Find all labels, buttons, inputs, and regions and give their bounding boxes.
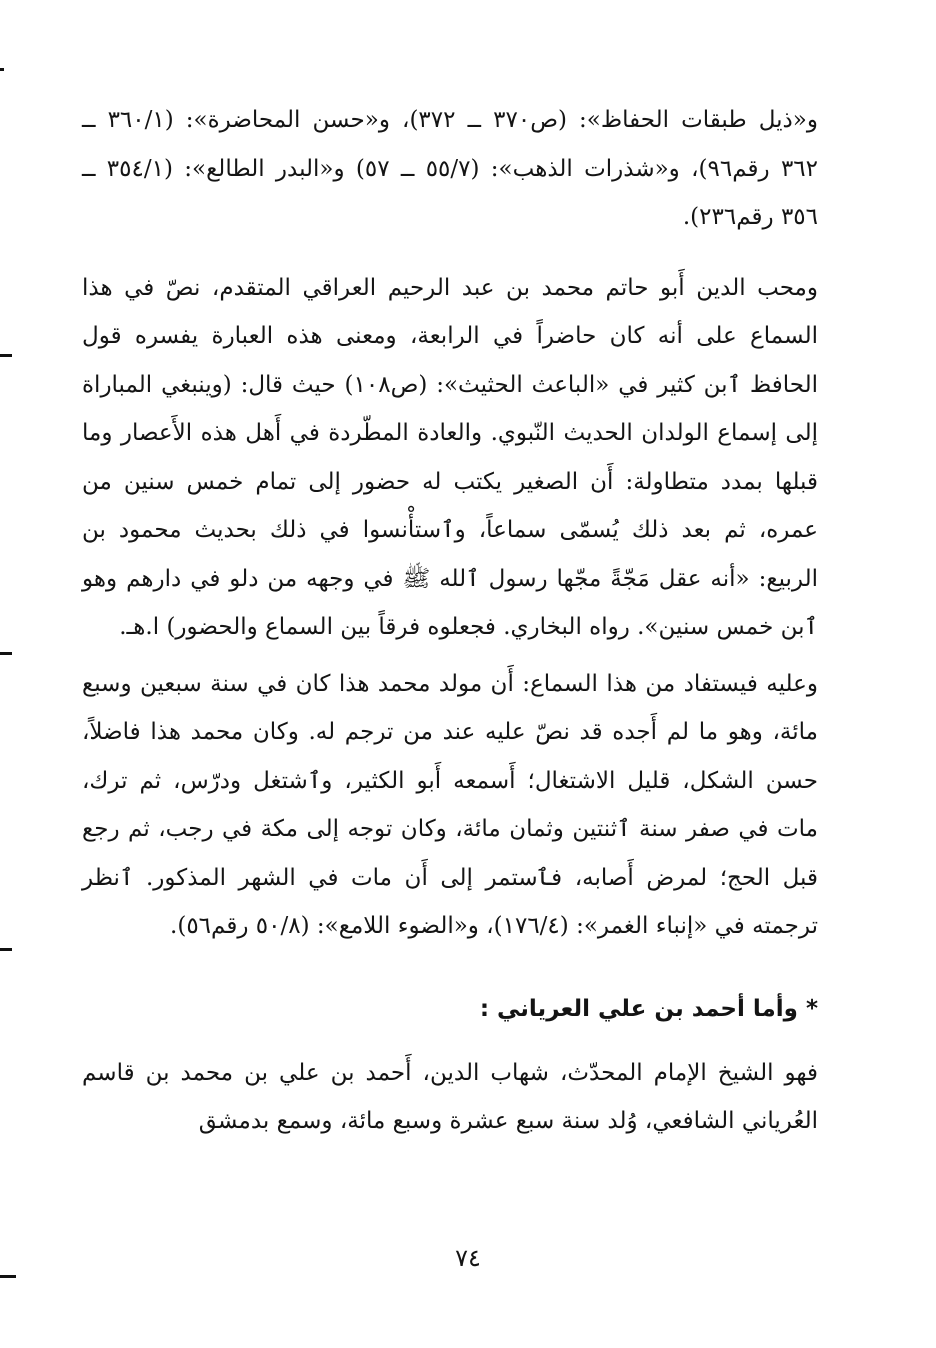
section-heading bbox=[82, 989, 818, 1029]
bullet-icon: * bbox=[805, 995, 818, 1022]
scan-mark bbox=[0, 354, 12, 357]
birth-date-paragraph: وعليه فيستفاد من هذا السماع: أَن مولد محمد هذا كان في سنة سبعين وسبع مائة، وهو ما لم أَجده قد نصّ عليه عند من ترجم له. وكان محمد هذا فاضلاً، حسن الشكل، قليل الاشتغال؛ أَسمعه أَبو الكثير، وٱشتغل ودرّس، ثم ترك، مات في صفر سنة ٱثنتين وثمان مائة، وكان توجه إلى مكة في رجب، ثم رجع قبل الحج؛ لمرض أَصابه، فٱستمر إلى أَن مات في الشهر المذكور. ٱنظر ترجمته في «إنباء الغمر»: (١٧٦/٤)، و«الضوء اللامع»: (٥٠/٨ رقم٥٦). bbox=[82, 670, 818, 939]
page-number: ٧٤ bbox=[455, 1244, 481, 1272]
section-heading-text: وأما أحمد بن علي العرياني : bbox=[479, 995, 798, 1022]
scan-mark bbox=[0, 948, 12, 951]
scan-mark bbox=[0, 68, 4, 71]
references-paragraph: و«ذيل طبقات الحفاظ»: (ص٣٧٠ ــ ٣٧٢)، و«حسن المحاضرة»: (٣٦٠/١ ــ ٣٦٢ رقم٩٦)، و«شذرات الذهب»: (٥٥/٧ ــ ٥٧) و«البدر الطالع»: (٣٥٤/١ ــ ٣٥٦ رقم٢٣٦). bbox=[82, 107, 818, 230]
muhibb-al-din-paragraph: ومحب الدين أَبو حاتم محمد بن عبد الرحيم العراقي المتقدم، نصّ في هذا السماع على أنه كان حاضراً في الرابعة، ومعنى هذه العبارة يفسره قول الحافظ ٱبن كثير في «الباعث الحثيث»: (ص١٠٨) حيث قال: (وينبغي المباراة إلى إسماع الولدان الحديث النّبوي. والعادة المطّردة في أَهل هذه الأَعصار وما قبلها بمدد متطاولة: أَن الصغير يكتب له حضور إلى تمام خمس سنين من عمره، ثم بعد ذلك يُسمّى سماعاً، وٱستأْنسوا في ذلك بحديث محمود بن الربيع: «أنه عقل مَجّةً مجّها رسول ٱلله ﷺ في وجهه من دلو في دارهم وهو ٱبن خمس سنين». رواه البخاري. فجعلوه فرقاً بين السماع والحضور) ا.هـ. bbox=[82, 274, 818, 640]
scan-mark bbox=[0, 652, 12, 655]
al-uryani-paragraph: فهو الشيخ الإمام المحدّث، شهاب الدين، أَحمد بن علي بن محمد بن قاسم العُرياني الشافعي، وُلد سنة سبع عشرة وسبع مائة، وسمع بدمشق bbox=[82, 1059, 818, 1134]
page-body bbox=[82, 96, 818, 1146]
